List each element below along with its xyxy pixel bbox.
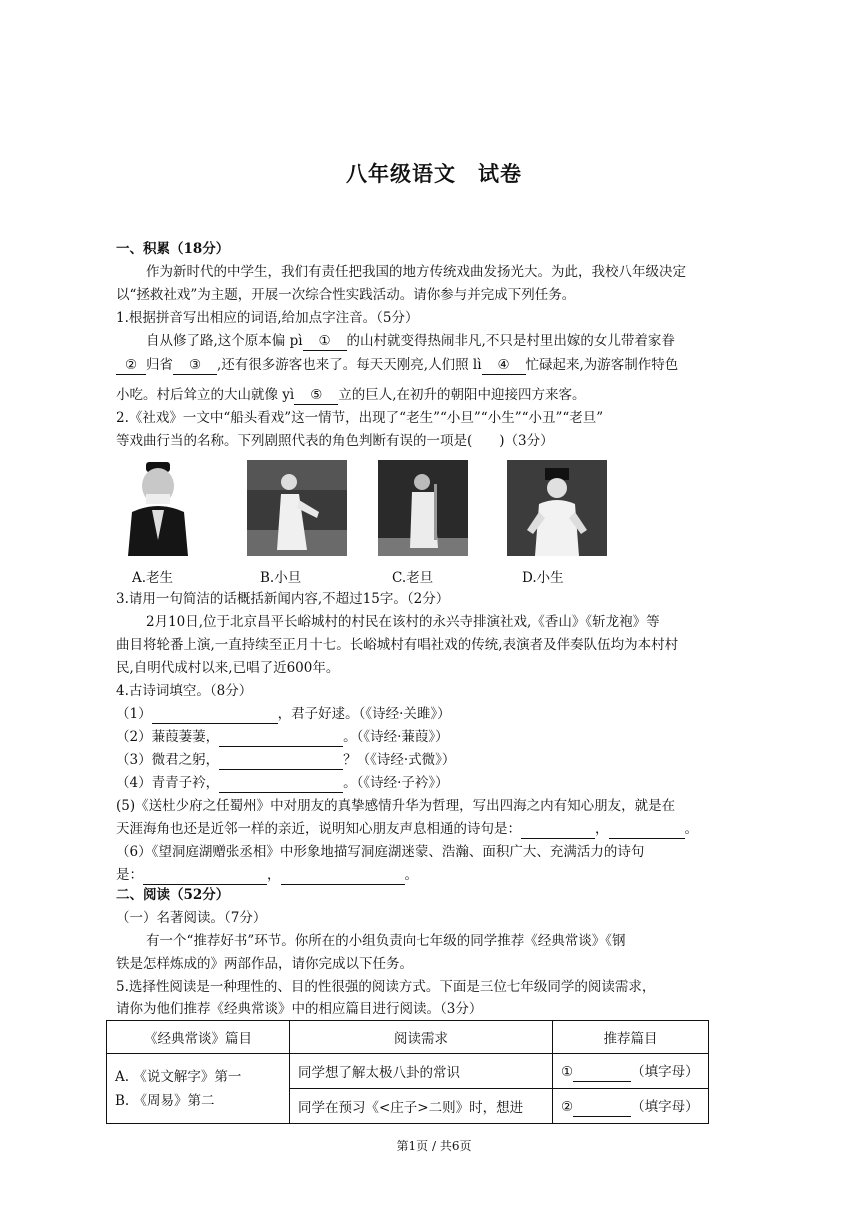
q4-text: （2）蒹葭萋萋， xyxy=(116,729,220,745)
q4-text: 。 xyxy=(404,867,418,883)
q5-line-2: 请你为他们推荐《经典常谈》中的相应篇目进行阅读。（3分） xyxy=(116,1001,483,1017)
q4-text: ， xyxy=(267,867,281,883)
option-a: A.老生 xyxy=(132,570,174,586)
blank-4[interactable]: ④ xyxy=(482,356,526,375)
q1-text: ,还有很多游客也来了。每天天刚亮,人们照 lì xyxy=(217,357,482,373)
circled-number: ① xyxy=(561,1064,574,1080)
answer-blank[interactable] xyxy=(573,1098,631,1117)
answer-blank[interactable] xyxy=(219,774,343,793)
q4-stem: 4.古诗词填空。（8分） xyxy=(116,683,253,699)
q4-text: （1） xyxy=(116,706,152,722)
section-1-heading: 一、积累（18分） xyxy=(116,241,230,257)
table-header: 推荐篇目 xyxy=(553,1021,709,1054)
q3-stem: 3.请用一句简洁的话概括新闻内容,不超过15字。（2分） xyxy=(116,591,450,607)
q1-line-1 xyxy=(146,330,675,352)
hint-text: （填字母） xyxy=(631,1064,699,1080)
page-title: 八年级语文 试卷 xyxy=(346,161,522,186)
table-header: 阅读需求 xyxy=(290,1021,553,1054)
q2-line-1: 2.《社戏》一文中“船头看戏”这一情节，出现了“老生”“小旦”“小生”“小丑”“老旦” xyxy=(116,410,604,426)
table-cell xyxy=(553,1089,709,1124)
page-footer: 第1页 / 共6页 xyxy=(396,1139,472,1153)
section-2-sub: （一）名著阅读。（7分） xyxy=(116,910,267,926)
circled-number: ② xyxy=(561,1099,574,1115)
q4-item-2 xyxy=(116,726,449,748)
q4-text: ？（《诗经·式微》） xyxy=(343,752,456,768)
option-text: A. 《说文解字》第一 xyxy=(115,1068,242,1085)
answer-blank[interactable] xyxy=(152,705,278,724)
q4-text: 是： xyxy=(116,867,143,883)
recommend-table xyxy=(106,1020,709,1124)
option-b: B.小旦 xyxy=(260,570,302,586)
table-row xyxy=(107,1054,709,1089)
blank-2[interactable]: ② xyxy=(116,356,146,375)
photo-xiaodan xyxy=(247,460,347,556)
q4-text: ，君子好逑。（《诗经·关雎》） xyxy=(277,706,451,722)
table-header-row xyxy=(107,1021,709,1054)
q1-line-3 xyxy=(116,384,586,406)
q4-text: 天涯海角也还是近邻一样的亲近，说明知心朋友声息相通的诗句是： xyxy=(116,821,521,837)
blank-1[interactable]: ① xyxy=(303,332,347,351)
q1-text: 忙碌起来,为游客制作特色 xyxy=(525,357,679,373)
answer-blank[interactable] xyxy=(281,866,405,885)
q1-text: 立的巨人,在初升的朝阳中迎接四方来客。 xyxy=(338,387,586,403)
q4-item-3 xyxy=(116,749,455,771)
blank-3[interactable]: ③ xyxy=(173,356,217,375)
photo-laosheng xyxy=(116,460,200,556)
sec2-para-2: 铁是怎样炼成的》两部作品，请你完成以下任务。 xyxy=(116,956,413,972)
q1-text: 归省 xyxy=(146,357,173,373)
q4-text: 。（《诗经·蒹葭》） xyxy=(343,729,449,745)
blank-5[interactable]: ⑤ xyxy=(294,386,338,405)
option-text: B. 《周易》第二 xyxy=(115,1092,215,1109)
q4-text: 。 xyxy=(684,821,698,837)
hint-text: （填字母） xyxy=(631,1099,699,1115)
q1-text: 自从修了路,这个原本偏 pì xyxy=(146,333,303,349)
q3-news-3: 民,自明代成村以来,已唱了近600年。 xyxy=(116,660,340,676)
q4-text: （4）青青子衿， xyxy=(116,775,220,791)
intro-line-1: 作为新时代的中学生，我们有责任把我国的地方传统戏曲发扬光大。为此，我校八年级决定 xyxy=(146,264,686,280)
q4-item-6-line-1: （6）《望洞庭湖赠张丞相》中形象地描写洞庭湖迷蒙、浩瀚、面积广大、充满活力的诗句 xyxy=(116,844,645,860)
table-cell xyxy=(553,1054,709,1089)
q4-item-1 xyxy=(116,703,451,725)
photo-laodan xyxy=(378,460,468,556)
q4-text: ， xyxy=(595,821,609,837)
q1-line-2 xyxy=(116,354,678,376)
table-left-cell xyxy=(107,1054,290,1124)
answer-blank[interactable] xyxy=(219,728,343,747)
q4-item-5-line-1: (5)《送杜少府之任蜀州》中对朋友的真挚感情升华为哲理，写出四海之内有知心朋友，就是在 xyxy=(116,798,676,814)
q1-text: 的山村就变得热闹非凡,不只是村里出嫁的女儿带着家眷 xyxy=(346,333,675,349)
answer-blank[interactable] xyxy=(219,751,343,770)
option-c: C.老旦 xyxy=(392,570,434,586)
table-cell: 同学在预习《<庄子>二则》时，想进 xyxy=(290,1089,553,1124)
answer-blank[interactable] xyxy=(609,820,685,839)
q1-text: 小吃。村后耸立的大山就像 yì xyxy=(116,387,295,403)
q5-line-1: 5.选择性阅读是一种理性的、目的性很强的阅读方式。下面是三位七年级同学的阅读需求， xyxy=(116,979,656,995)
sec2-para-1: 有一个“推荐好书”环节。你所在的小组负责向七年级的同学推荐《经典常谈》《钢 xyxy=(146,933,626,949)
intro-line-2: 以“拯救社戏”为主题，开展一次综合性实践活动。请你参与并完成下列任务。 xyxy=(116,287,576,303)
q4-text: 。（《诗经·子衿》） xyxy=(343,775,449,791)
table-header: 《经典常谈》篇目 xyxy=(107,1021,290,1054)
q1-stem: 1.根据拼音写出相应的词语,给加点字注音。（5分） xyxy=(116,310,419,326)
answer-blank[interactable] xyxy=(143,866,267,885)
option-d: D.小生 xyxy=(522,570,564,586)
q4-item-5-line-2 xyxy=(116,818,698,840)
q4-text: （3）微君之躬， xyxy=(116,752,220,768)
q4-item-6-line-2 xyxy=(116,864,418,886)
q2-line-2: 等戏曲行当的名称。下列剧照代表的角色判断有误的一项是( )（3分） xyxy=(116,433,554,449)
photo-xiaosheng xyxy=(507,460,607,556)
answer-blank[interactable] xyxy=(573,1063,631,1082)
q3-news-2: 曲目将轮番上演,一直持续至正月十七。长峪城村有唱社戏的传统,表演者及伴奏队伍均为本村村 xyxy=(116,637,679,653)
section-2-heading: 二、阅读（52分） xyxy=(116,887,230,903)
answer-blank[interactable] xyxy=(521,820,595,839)
table-cell: 同学想了解太极八卦的常识 xyxy=(290,1054,553,1089)
q4-item-4 xyxy=(116,772,449,794)
q3-news-1: 2月10日,位于北京昌平长峪城村的村民在该村的永兴寺排演社戏,《香山》《斩龙袍》等 xyxy=(146,614,660,630)
